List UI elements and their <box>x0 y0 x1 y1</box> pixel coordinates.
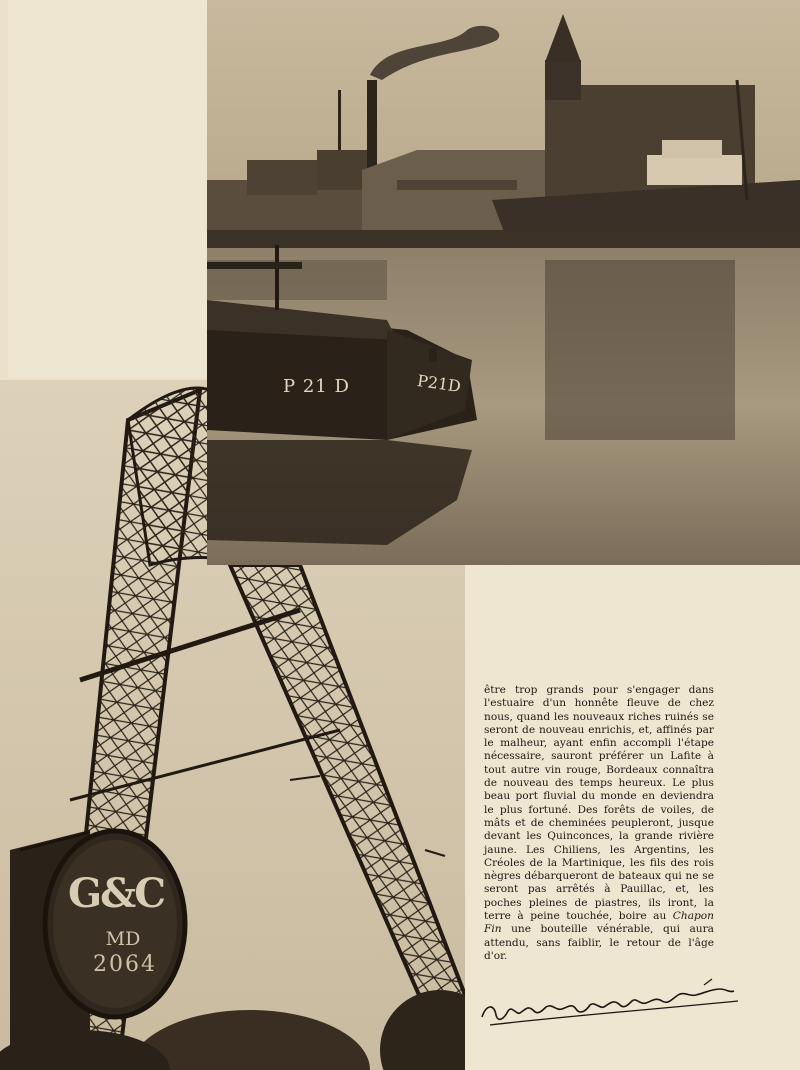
boat-hull-mark: P 21 D <box>283 376 350 397</box>
barrel-head <box>40 828 190 1020</box>
article-text-part-2: une bouteille vénérable, qui aura attendu, sans faiblir, le retour de l'âge d'or. <box>484 923 714 962</box>
boat-bow-mark: P21D <box>415 371 463 396</box>
article-text <box>484 684 714 963</box>
article-text-part-1: être trop grands pour s'engager dans l'estuaire d'un honnête fleuve de chez nous, quand les nouveaux riches ruinés se seront de nouveau enrichis, et, affinés par le malheur, ayant enfin accompli l'étape nécessaire, sauront préférer un Lafite à tout autre vin rouge, Bordeaux connaîtra de nouveau des temps heureux. Le plus beau port fluvial du monde en deviendra le plus fortuné. Des forêts de voiles, de mâts et de cheminées peupleront, jusque devant les Quinconces, la grande rivière jaune. Les Chiliens, les Argentins, les Créoles de la Martinique, les fils des rois nègres débarqueront de bateaux qui ne se seront pas arrêtés à Pauillac, et, les poches pleines de piastres, ils iront, la terre à peine touchée, boire au <box>484 684 714 923</box>
barrel-stamp-line1: MD <box>105 928 141 950</box>
author-signature <box>476 975 746 1035</box>
article-text-italic: Chapon Fin <box>484 910 714 936</box>
barrel-stamp-line2: 2064 <box>93 952 157 977</box>
harbor-photo <box>207 0 800 565</box>
article-paragraph <box>484 684 714 963</box>
blank-panel-top-left <box>8 0 207 378</box>
barrel-logo: G&C <box>67 870 165 917</box>
